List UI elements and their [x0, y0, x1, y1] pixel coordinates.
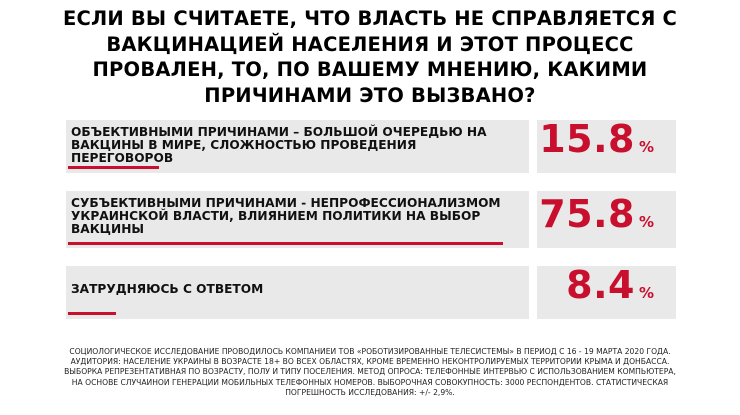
- percent-sign: %: [638, 213, 654, 231]
- value-number: 75.8: [539, 192, 635, 236]
- value-box: [537, 191, 676, 248]
- value-box: [537, 117, 676, 173]
- percent-sign: %: [638, 138, 654, 156]
- answer-label: ОБЪЕКТИВНЫМИ ПРИЧИНАМИ – БОЛЬШОЙ ОЧЕРЕДЬЮ НА ВАКЦИНЫ В МИРЕ, СЛОЖНОСТЬЮ ПРОВЕДЕНИЯ ПЕРЕГОВОРОВ: [71, 125, 487, 166]
- answer-label-box: [66, 120, 529, 173]
- value-label: [539, 194, 654, 242]
- value-number: 15.8: [539, 117, 635, 161]
- answer-label: ЗАТРУДНЯЮСЬ С ОТВЕТОМ: [71, 282, 264, 296]
- value-bar: [68, 312, 116, 315]
- methodology-footnote: [30, 347, 710, 398]
- footnote-line: АУДИТОРИЯ: НАСЕЛЕНИЕ УКРАИНЫ В ВОЗРАСТЕ 18+ ВО ВСЕХ ОБЛАСТЯХ, КРОМЕ ВРЕМЕННО НЕКОНТРОЛИРУЕМЫХ ТЕРРИТОРИИ КРЫМА И ДОНБАССА.: [70, 357, 670, 367]
- value-bar: [68, 242, 503, 245]
- value-number: 8.4: [566, 263, 635, 307]
- answer-label: СУБЪЕКТИВНЫМИ ПРИЧИНАМИ - НЕПРОФЕССИОНАЛИЗМОМ УКРАИНСКОЙ ВЛАСТИ, ВЛИЯНИЕМ ПОЛИТИКИ НА ВЫБОР ВАКЦИНЫ: [71, 196, 501, 237]
- chart-title: ЕСЛИ ВЫ СЧИТАЕТЕ, ЧТО ВЛАСТЬ НЕ СПРАВЛЯЕТСЯ С ВАКЦИНАЦИЕЙ НАСЕЛЕНИЯ И ЭТОТ ПРОЦЕСС ПРОВАЛЕН, ТО, ПО ВАШЕМУ МНЕНИЮ, КАКИМИ ПРИЧИНАМИ ЭТО ВЫЗВАНО?: [62, 7, 678, 107]
- value-bar: [68, 166, 159, 169]
- percent-sign: %: [638, 284, 654, 302]
- value-box: [537, 263, 676, 319]
- answer-row: [66, 263, 676, 319]
- footnote-line: СОЦИОЛОГИЧЕСКОЕ ИССЛЕДОВАНИЕ ПРОВОДИЛОСЬ КОМПАНИЕИ ТОВ «РОБОТИЗИРОВАННЫЕ ТЕЛЕСИСТЕМЫ» В ПЕРИОД С 16 - 19 МАРТА 2020 ГОДА.: [69, 347, 671, 356]
- answer-row: [66, 191, 676, 248]
- value-label: [566, 265, 654, 313]
- answer-row: [66, 117, 676, 173]
- footnote-line: ПОГРЕШНОСТЬ ИССЛЕДОВАНИЯ: +/- 2,9%.: [285, 387, 455, 397]
- answer-label-box: [66, 191, 529, 248]
- value-label: [539, 119, 654, 167]
- footnote-line: ВЫБОРКА РЕПРЕЗЕНТАТИВНАЯ ПО ВОЗРАСТУ, ПОЛУ И ТИПУ ПОСЕЛЕНИЯ. МЕТОД ОПРОСА: ТЕЛЕФОННЫЕ ИНТЕРВЬЮ С ИСПОЛЬЗОВАНИЕМ КОМПЬЮТЕРА,: [64, 367, 676, 377]
- footnote-line: НА ОСНОВЕ СЛУЧАИНОИ ГЕНЕРАЦИИ МОБИЛЬНЫХ ТЕЛЕФОННЫХ НОМЕРОВ. ВЫБОРОЧНАЯ СОВОКУПНОСТЬ: 3000 РЕСПОНДЕНТОВ. СТАТИСТИЧЕСКАЯ: [71, 377, 669, 387]
- answer-label-box: [66, 266, 529, 319]
